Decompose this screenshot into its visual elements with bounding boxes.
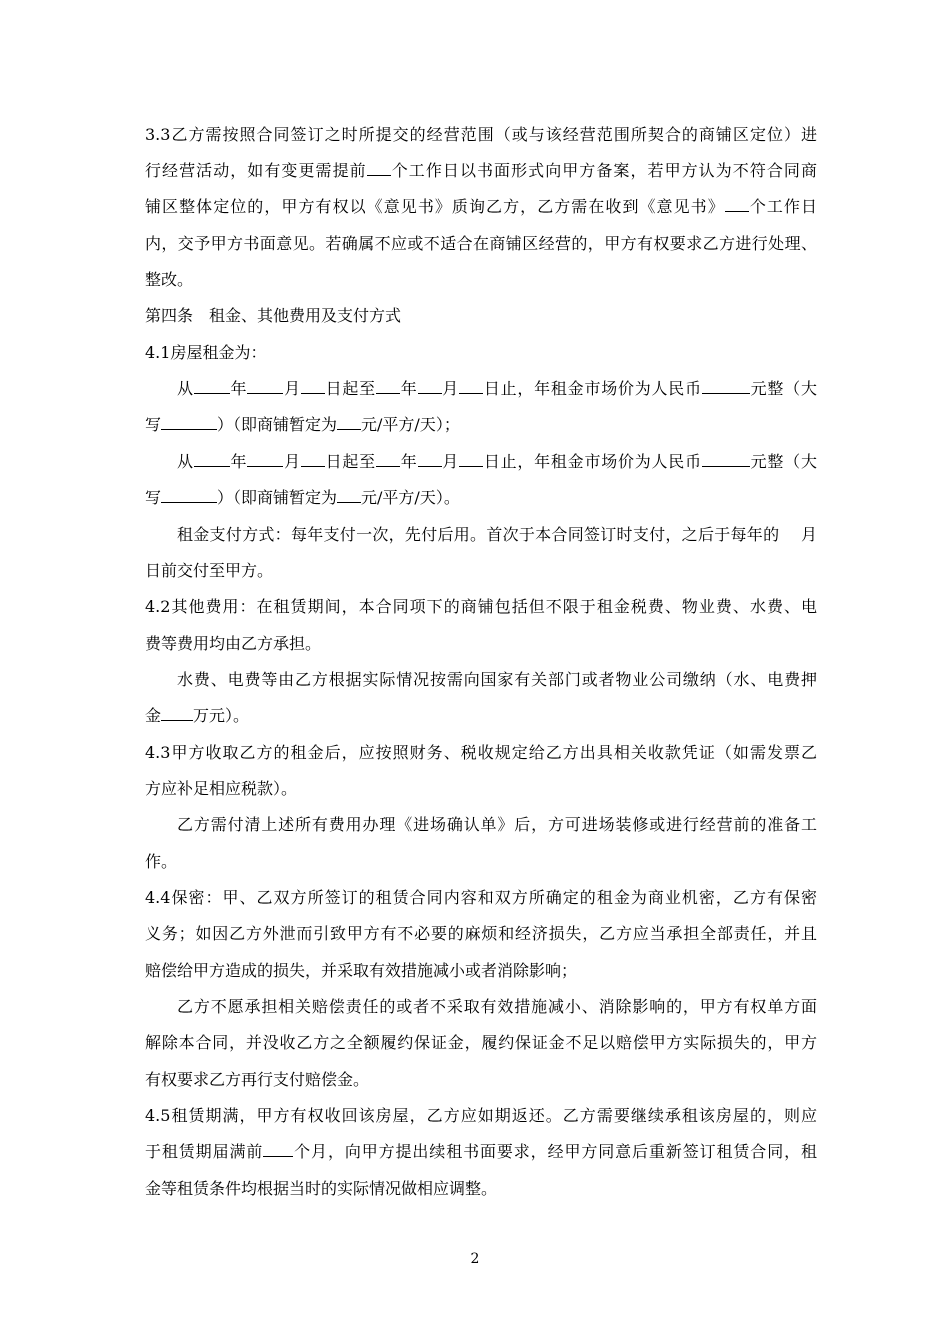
paragraph-line: 铺区整体定位的，甲方有权以《意见书》质询乙方，乙方需在收到《意见书》 个工作日 [145,197,817,216]
blank-field [161,706,193,721]
paragraph-line: 解除本合同，并没收乙方之全额履约保证金，履约保证金不足以赔偿甲方实际损失的，甲方 [145,1033,817,1052]
blank-field [263,1142,293,1157]
rent-line: 写 ）（即商铺暂定为 元/平方/天）； [145,415,460,434]
rent-line: 写 ）（即商铺暂定为 元/平方/天）。 [145,488,460,507]
paragraph-line: 4.3甲方收取乙方的租金后，应按照财务、税收规定给乙方出具相关收款凭证（如需发票乙 [145,743,817,762]
section-title: 4.1房屋租金为： [145,343,267,362]
paragraph-line: 水费、电费等由乙方根据实际情况按需向国家有关部门或者物业公司缴纳（水、电费押 [177,670,817,689]
paragraph-line: 乙方不愿承担相关赔偿责任的或者不采取有效措施减小、消除影响的，甲方有权单方面 [177,997,817,1016]
paragraph-line: 内，交予甲方书面意见。若确属不应或不适合在商铺区经营的，甲方有权要求乙方进行处理、 [145,234,817,253]
paragraph-line: 行经营活动，如有变更需提前 个工作日以书面形式向甲方备案，若甲方认为不符合同商 [145,161,817,180]
paragraph-line: 4.2其他费用：在租赁期间，本合同项下的商铺包括但不限于租金税费、物业费、水费、电 [145,597,817,616]
rent-line: 从 年 月 日起至 年 月 日止，年租金市场价为人民币 元整（大 [177,452,817,471]
paragraph-line: 金 万元）。 [145,706,250,725]
paragraph-line: 方应补足相应税款）。 [145,779,298,798]
paragraph-line: 于租赁期届满前 个月，向甲方提出续租书面要求，经甲方同意后重新签订租赁合同，租 [145,1142,817,1161]
paragraph-line: 整改。 [145,270,194,289]
paragraph-line: 乙方需付清上述所有费用办理《进场确认单》后，方可进场装修或进行经营前的准备工 [177,815,817,834]
paragraph-line: 日前交付至甲方。 [145,561,274,580]
blank-field [367,161,391,176]
paragraph-line: 有权要求乙方再行支付赔偿金。 [145,1070,370,1089]
paragraph-line: 3.3乙方需按照合同签订之时所提交的经营范围（或与该经营范围所契合的商铺区定位）进 [145,125,817,144]
paragraph-line: 金等租赁条件均根据当时的实际情况做相应调整。 [145,1179,498,1198]
article-title: 第四条 租金、其他费用及支付方式 [145,306,402,325]
paragraph-line: 作。 [145,852,178,871]
paragraph-line: 4.5租赁期满，甲方有权收回该房屋，乙方应如期返还。乙方需要继续承租该房屋的，则应 [145,1106,817,1125]
page-number: 2 [470,1251,480,1267]
paragraph-line: 租金支付方式：每年支付一次，先付后用。首次于本合同签订时支付，之后于每年的 月 [177,525,817,544]
paragraph-line: 4.4保密：甲、乙双方所签订的租赁合同内容和双方所确定的租金为商业机密，乙方有保密 [145,888,817,907]
paragraph-line: 义务；如因乙方外泄而引致甲方有不必要的麻烦和经济损失，乙方应当承担全部责任，并且 [145,924,817,943]
blank-field [725,197,749,212]
paragraph-line: 赔偿给甲方造成的损失，并采取有效措施减小或者消除影响； [145,961,578,980]
paragraph-line: 费等费用均由乙方承担。 [145,634,322,653]
rent-line: 从 年 月 日起至 年 月 日止，年租金市场价为人民币 元整（大 [177,379,817,398]
